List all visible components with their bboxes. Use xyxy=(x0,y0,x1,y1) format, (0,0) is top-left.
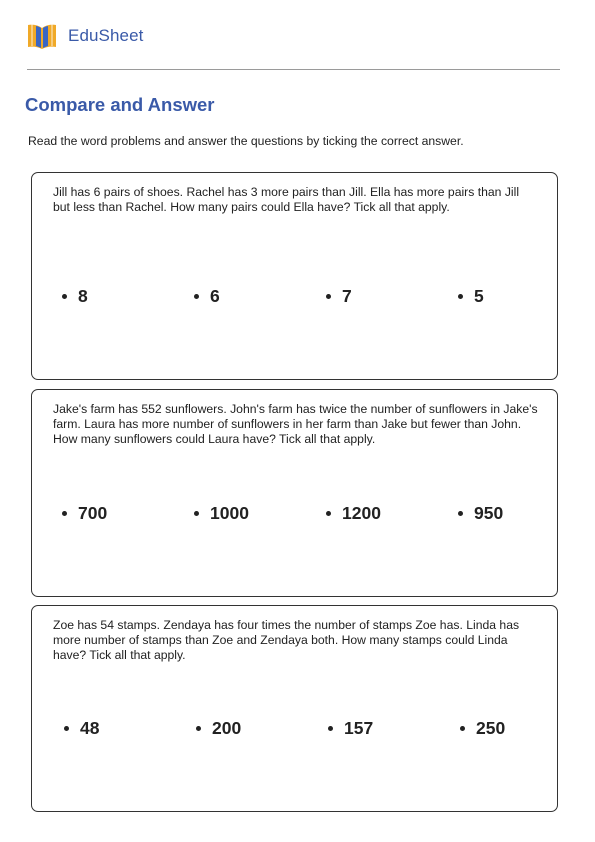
bullet-icon xyxy=(62,294,67,299)
question-card xyxy=(31,389,558,597)
open-book-icon xyxy=(26,21,58,51)
page-header xyxy=(26,20,143,52)
answer-option[interactable] xyxy=(458,501,503,525)
option-label: 700 xyxy=(78,502,108,523)
option-label: 200 xyxy=(212,717,242,738)
option-label: 6 xyxy=(210,285,220,306)
bullet-icon xyxy=(328,726,333,731)
question-text: Jill has 6 pairs of shoes. Rachel has 3 more pairs than Jill. Ella has more pairs than Jill but less than Rachel. How many pairs could Ella have? Tick all that apply. xyxy=(53,185,520,214)
bullet-icon xyxy=(458,511,463,516)
answer-option[interactable] xyxy=(62,501,107,525)
bullet-icon xyxy=(196,726,201,731)
option-label: 157 xyxy=(344,717,374,738)
option-label: 1200 xyxy=(342,502,381,523)
option-label: 48 xyxy=(80,717,100,738)
option-label: 1000 xyxy=(210,502,249,523)
option-label: 250 xyxy=(476,717,506,738)
question-card xyxy=(31,605,558,812)
bullet-icon xyxy=(194,294,199,299)
option-label: 8 xyxy=(78,285,88,306)
bullet-icon xyxy=(458,294,463,299)
answer-option[interactable] xyxy=(194,284,220,308)
page-title: Compare and Answer xyxy=(25,94,215,115)
answer-option[interactable] xyxy=(460,716,505,740)
header-divider xyxy=(27,69,560,70)
answer-option[interactable] xyxy=(328,716,373,740)
option-label: 950 xyxy=(474,502,504,523)
question-text: Jake's farm has 552 sunflowers. John's farm has twice the number of sunflowers in Jake's farm. Laura has more number of sunflowers in her farm than Jake but fewer than John. How many sunflowers could Laura have? Tick all that apply. xyxy=(53,402,538,446)
answer-option[interactable] xyxy=(196,716,241,740)
bullet-icon xyxy=(64,726,69,731)
bullet-icon xyxy=(62,511,67,516)
answer-option[interactable] xyxy=(326,284,352,308)
question-card xyxy=(31,172,558,380)
option-label: 5 xyxy=(474,285,484,306)
answer-option[interactable] xyxy=(326,501,381,525)
answer-options xyxy=(32,716,557,740)
answer-option[interactable] xyxy=(194,501,249,525)
answer-option[interactable] xyxy=(64,716,99,740)
instructions: Read the word problems and answer the questions by ticking the correct answer. xyxy=(28,134,464,148)
question-text: Zoe has 54 stamps. Zendaya has four times the number of stamps Zoe has. Linda has more number of stamps than Zoe and Zendaya both. How many stamps could Linda have? Tick all that apply. xyxy=(53,618,520,662)
answer-option[interactable] xyxy=(458,284,484,308)
bullet-icon xyxy=(194,511,199,516)
answer-options xyxy=(32,284,557,308)
bullet-icon xyxy=(326,294,331,299)
answer-options xyxy=(32,501,557,525)
brand-name: EduSheet xyxy=(68,26,144,45)
bullet-icon xyxy=(326,511,331,516)
answer-option[interactable] xyxy=(62,284,88,308)
option-label: 7 xyxy=(342,285,352,306)
bullet-icon xyxy=(460,726,465,731)
